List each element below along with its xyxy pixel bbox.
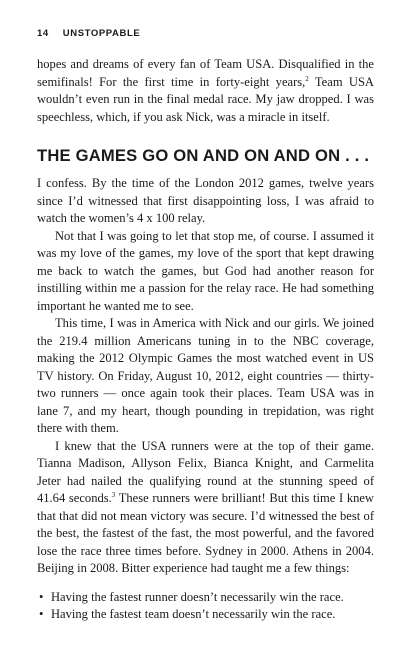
page-number: 14 (37, 28, 49, 39)
paragraph-text: Team USA wouldn’t even run in the final medal race. My jaw dropped. I was speechless, which, if you ask Nick, was a miracle in itself. (37, 74, 374, 124)
bullet-icon: • (39, 589, 44, 604)
paragraph-text: I confess. By the time of the London 2012 games, twelve years since I’d witnessed that first disappointing loss, I was afraid to watch the women’s 4 x 100 relay. (37, 176, 374, 225)
bullet-item (37, 589, 374, 607)
paragraph (37, 438, 374, 578)
section-heading: THE GAMES GO ON AND ON AND ON . . . (37, 146, 370, 165)
bullet-text: Having the fastest team doesn’t necessarily win the race. (51, 607, 336, 621)
paragraph-text: I knew that the USA runners were at the top of their game. Tianna Madison, Allyson Felix, Bianca Knight, and Carmelita Jeter had nailed the qualifying round at the stunning speed of 41.64 seconds. (37, 438, 374, 505)
paragraph-text: Not that I was going to let that stop me, of course. I assumed it was my love of the games, my love of the sport that kept drawing me back to watch the games, but God had another reason for instilling within me a passion for the relay race. He had something important he wanted me to see. (37, 228, 374, 313)
book-title: UNSTOPPABLE (62, 28, 141, 39)
paragraph (37, 56, 374, 126)
paragraph-text: This time, I was in America with Nick and our girls. We joined the 219.4 million Americans tuning in to the NBC coverage, making the 2012 Olympic Games the most watched event in US TV history. On Friday, August 10, 2012, eight countries — thirty-two runners — once again took their places. Team USA was in lane 7, and my heart, though pounding in trepidation, was right there with them. (37, 316, 374, 435)
footnote-marker: 2 (305, 74, 309, 83)
bullet-icon: • (39, 607, 44, 621)
bullet-text: Having the fastest runner doesn’t necessarily win the race. (51, 589, 344, 604)
paragraph-text: These runners were brilliant! But this time I knew that that did not mean victory was secure. I’d witnessed the best of the best, the fastest of the fast, the most powerful, and the favored lose the race three times before. Sydney in 2000. Athens in 2004. Beijing in 2008. Bitter experience had taught me a few things: (37, 491, 374, 575)
paragraph (37, 315, 374, 438)
footnote-marker: 3 (111, 490, 116, 499)
bullet-list (37, 589, 374, 624)
running-head (37, 28, 374, 39)
bullet-item (37, 606, 374, 624)
paragraph (37, 175, 374, 228)
paragraph (37, 228, 374, 316)
paragraph-text: hopes and dreams of every fan of Team USA. Disqualified in the semifinals! For the first time in forty-eight years, (37, 57, 374, 89)
